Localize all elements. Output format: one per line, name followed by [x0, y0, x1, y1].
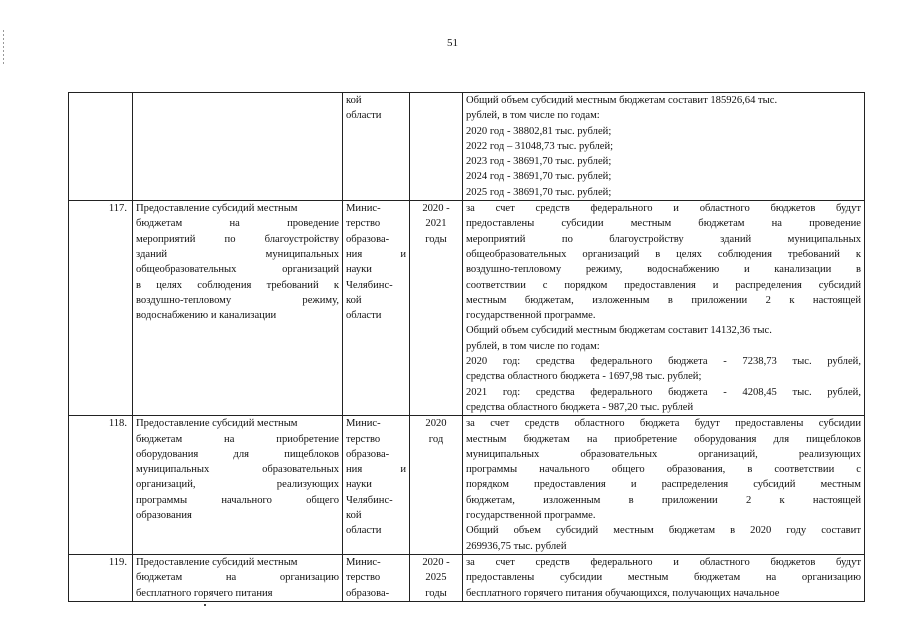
- text-line: Минис-: [346, 203, 381, 215]
- text-line: 2025: [425, 572, 447, 584]
- text-line: бюджетам на организацию: [136, 572, 339, 584]
- text-line: Предоставление субсидий местным: [136, 203, 298, 215]
- table-row: [69, 201, 865, 416]
- text-line: воздушно-тепловому режиму, водоснабжению и канализации в: [466, 264, 861, 276]
- row-number: [69, 93, 133, 201]
- text-line: за счет средств федерального и областного бюджетов будут: [466, 556, 861, 568]
- text-line: Общий объем субсидий местным бюджетам в 2020 году составит: [466, 525, 861, 537]
- text-line: 2021: [425, 218, 447, 230]
- responsible-ministry: [343, 416, 410, 555]
- text-line: 269936,75 тыс. рублей: [466, 540, 567, 552]
- text-line: 2020 -: [422, 203, 450, 215]
- row-number: 117.: [69, 201, 133, 416]
- text-line: за счет средств областного бюджета будут предоставлены субсидии: [466, 418, 861, 430]
- text-line: науки: [346, 264, 372, 276]
- text-line: терство: [346, 433, 381, 445]
- text-line: 2020 год: средства федерального бюджета - 7238,73 тыс. рублей,: [466, 356, 861, 368]
- row-number: 119.: [69, 554, 133, 601]
- measure-title: [133, 201, 343, 416]
- measure-description: [463, 416, 865, 555]
- implementation-years: [410, 416, 463, 555]
- text-line: 2020 год - 38802,81 тыс. рублей;: [466, 125, 612, 137]
- implementation-years: [410, 201, 463, 416]
- text-line: в целях соблюдения требований к: [136, 279, 339, 291]
- text-line: рублей, в том числе по годам:: [466, 340, 600, 352]
- text-line: бюджетам на проведение: [136, 218, 339, 230]
- text-line: год: [428, 433, 444, 445]
- measure-title: [133, 93, 343, 201]
- text-line: ния и: [346, 248, 406, 260]
- text-line: водоснабжению и канализации: [136, 310, 277, 322]
- text-line: мероприятий по благоустройству: [136, 233, 339, 245]
- measure-title: [133, 416, 343, 555]
- text-line: 2025 год - 38691,70 тыс. рублей;: [466, 186, 612, 198]
- text-line: оборудования для пищеблоков: [136, 448, 339, 460]
- text-line: образова-: [346, 233, 390, 245]
- text-line: 2020: [425, 418, 447, 430]
- measure-title: [133, 554, 343, 601]
- text-line: средства областного бюджета - 1697,98 тыс. рублей;: [466, 371, 702, 383]
- text-line: бесплатного горячего питания обучающихся, получающих начальное: [466, 587, 780, 599]
- measure-description: [463, 201, 865, 416]
- text-line: рублей, в том числе по годам:: [466, 110, 600, 122]
- text-line: образования: [136, 510, 192, 522]
- text-line: 2024 год - 38691,70 тыс. рублей;: [466, 171, 612, 183]
- text-line: организаций, реализующих: [136, 479, 339, 491]
- text-line: программы начального общего: [136, 494, 339, 506]
- implementation-years: [410, 93, 463, 201]
- text-line: годы: [425, 587, 447, 599]
- text-line: образова-: [346, 448, 390, 460]
- text-line: Предоставление субсидий местным: [136, 556, 298, 568]
- text-line: Общий объем субсидий местным бюджетам составит 14132,36 тыс.: [466, 325, 772, 337]
- text-line: бюджетам на приобретение: [136, 433, 339, 445]
- text-line: образова-: [346, 587, 390, 599]
- text-line: Минис-: [346, 418, 381, 430]
- text-line: кой: [346, 95, 362, 106]
- text-line: 2023 год - 38691,70 тыс. рублей;: [466, 156, 612, 168]
- text-line: терство: [346, 218, 381, 230]
- text-line: 2021 год: средства федерального бюджета - 4208,45 тыс. рублей,: [466, 386, 861, 398]
- text-line: бюджетам, изложенным в приложении 2 к настоящей: [466, 494, 861, 506]
- table-row: [69, 416, 865, 555]
- table-row: [69, 554, 865, 601]
- text-line: государственной программе.: [466, 310, 596, 322]
- text-line: общеобразовательных организаций: [136, 264, 339, 276]
- program-measures-table: [68, 92, 865, 602]
- page-number: 51: [447, 37, 458, 49]
- responsible-ministry: [343, 554, 410, 601]
- text-line: мероприятий по благоустройству зданий муниципальных: [466, 233, 861, 245]
- text-line: Челябинс-: [346, 494, 393, 506]
- text-line: кой: [346, 294, 362, 306]
- scan-dot: [204, 604, 206, 606]
- text-line: кой: [346, 510, 362, 522]
- text-line: науки: [346, 479, 372, 491]
- text-line: за счет средств федерального и областного бюджетов будут: [466, 203, 861, 215]
- text-line: 2022 год – 31048,73 тыс. рублей;: [466, 140, 614, 152]
- responsible-ministry: [343, 201, 410, 416]
- text-line: государственной программе.: [466, 510, 596, 522]
- text-line: порядком предоставления и распределения субсидий местным: [466, 479, 861, 491]
- text-line: муниципальных образовательных: [136, 464, 339, 476]
- implementation-years: [410, 554, 463, 601]
- text-line: Общий объем субсидий местным бюджетам составит 185926,64 тыс.: [466, 95, 778, 106]
- text-line: области: [346, 310, 382, 322]
- text-line: Минис-: [346, 556, 381, 568]
- text-line: ния и: [346, 464, 406, 476]
- text-line: зданий муниципальных: [136, 248, 339, 260]
- responsible-ministry: [343, 93, 410, 201]
- text-line: терство: [346, 572, 381, 584]
- text-line: программы начального общего образования, в соответствии с: [466, 464, 861, 476]
- text-line: Челябинс-: [346, 279, 393, 291]
- measure-description: [463, 93, 865, 201]
- text-line: средства областного бюджета - 987,20 тыс. рублей: [466, 401, 694, 413]
- text-line: местным бюджетам на приобретение оборудования для пищеблоков: [466, 433, 861, 445]
- text-line: предоставлены субсидии местным бюджетам на проведение: [466, 218, 861, 230]
- row-number: 118.: [69, 416, 133, 555]
- text-line: области: [346, 110, 382, 122]
- text-line: области: [346, 525, 382, 537]
- text-line: соответствии с порядком предоставления и распределения субсидий: [466, 279, 861, 291]
- text-line: общеобразовательных организаций в целях соблюдения требований к: [466, 248, 861, 260]
- text-line: местным бюджетам, изложенным в приложении 2 к настоящей: [466, 294, 861, 306]
- text-line: муниципальных образовательных организаций, реализующих: [466, 448, 861, 460]
- measure-description: [463, 554, 865, 601]
- text-line: бесплатного горячего питания: [136, 587, 273, 599]
- text-line: Предоставление субсидий местным: [136, 418, 298, 430]
- text-line: предоставлены субсидии местным бюджетам на организацию: [466, 572, 861, 584]
- text-line: 2020 -: [422, 556, 450, 568]
- table-row: [69, 93, 865, 201]
- text-line: воздушно-тепловому режиму,: [136, 294, 339, 306]
- text-line: годы: [425, 233, 447, 245]
